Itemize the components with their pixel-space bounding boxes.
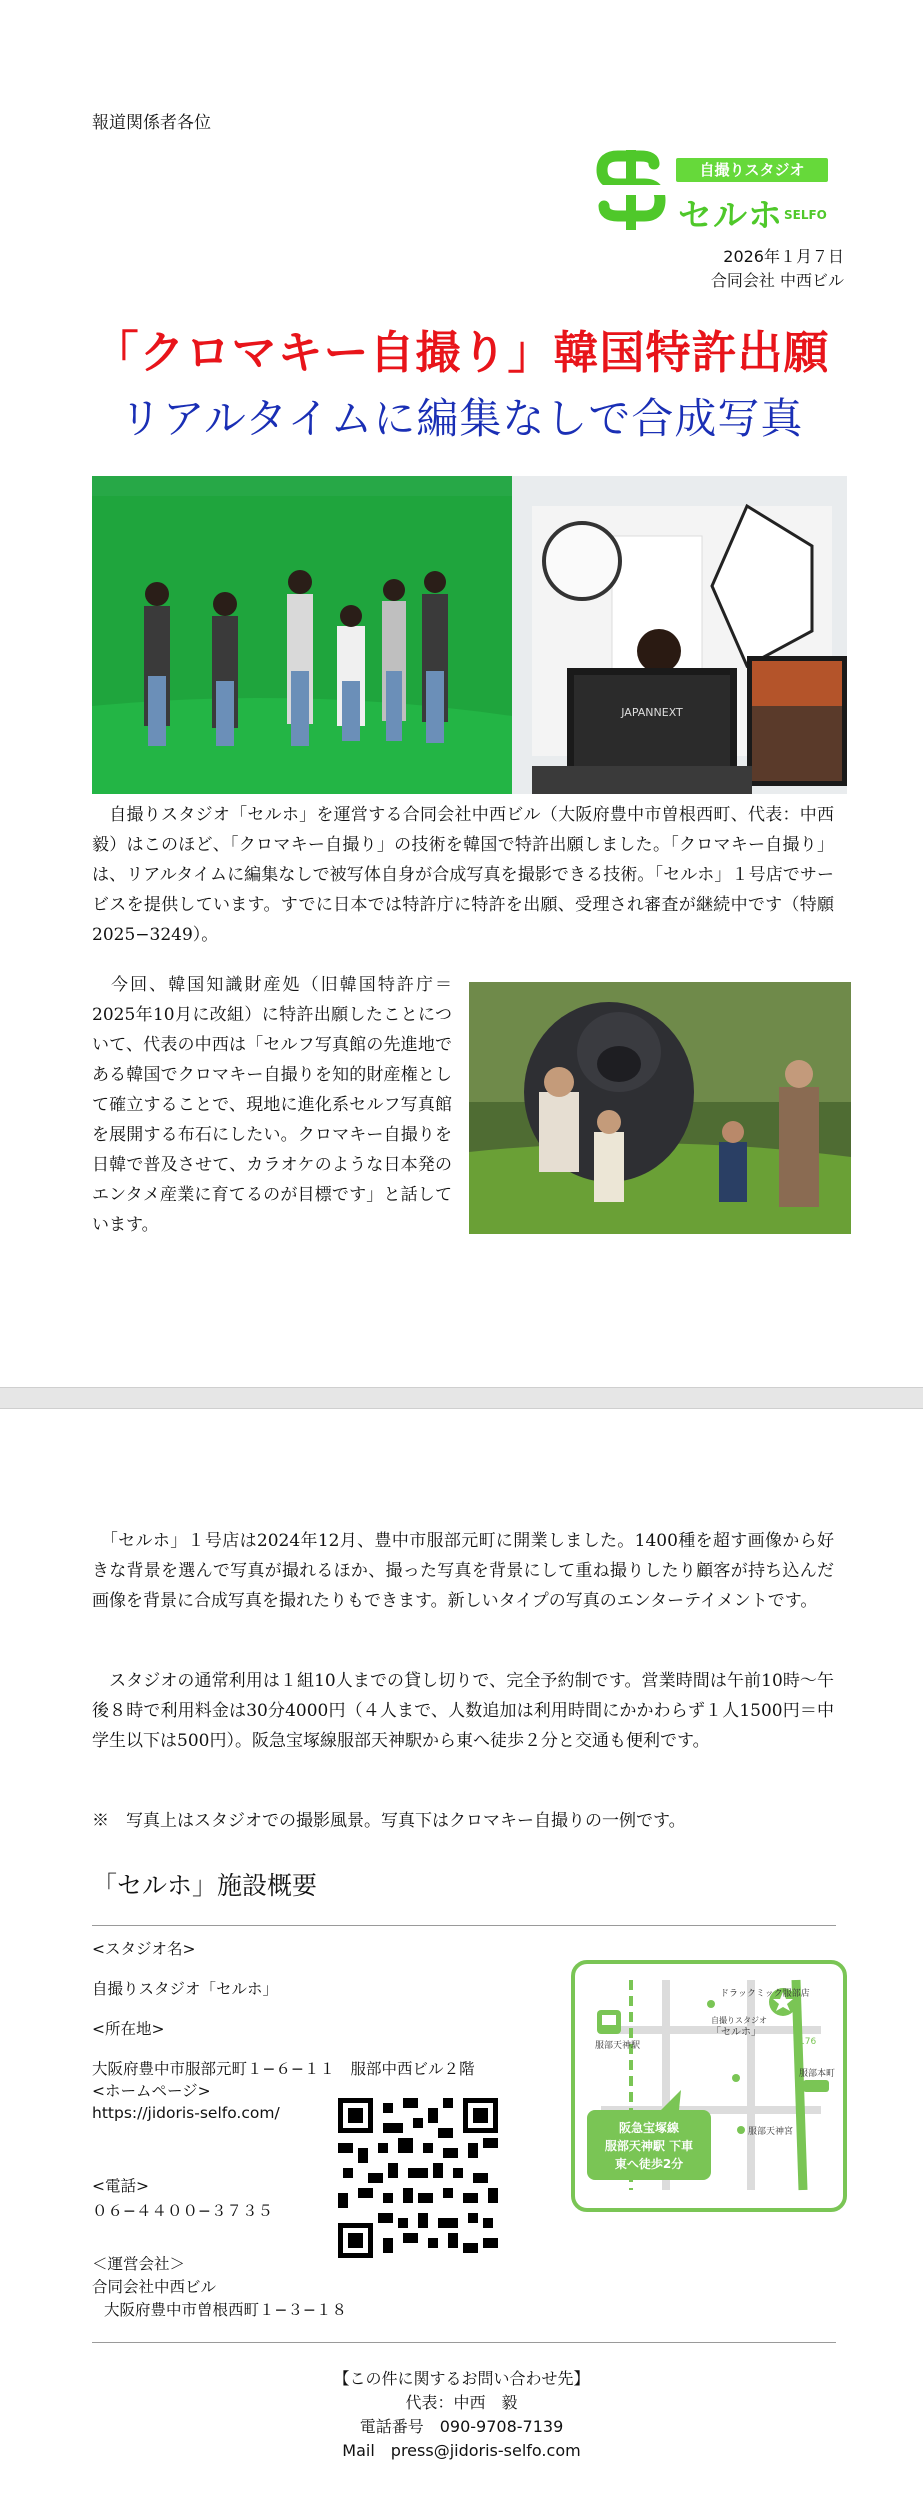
map-callout-line-1: 阪急宝塚線 — [618, 2121, 680, 2135]
qr-code[interactable] — [338, 2098, 498, 2258]
selfo-logo — [596, 150, 836, 240]
body-paragraph-3: 「セルホ」１号店は2024年12月、豊中市服部元町に開業しました。1400種を超す画像から好きな背景を選んで写真が撮れるほか、撮った写真を背景にして重ね撮りしたり顧客が持ち込んだ画像を背景に合成写真を撮れたりもできます。新しいタイプの写真のエンターテイメントです。 — [92, 1531, 834, 1611]
homepage-link[interactable]: https://jidoris-selfo.com/ — [92, 2104, 280, 2122]
subheadline: リアルタイムに編集なしで合成写真 — [119, 394, 804, 443]
contact-representative: 代表：中西 毅 — [405, 2393, 518, 2412]
map-label-drugstore: ドラックミック服部店 — [720, 1989, 810, 1999]
map-label-hattori-moto: 服部本町 — [799, 2069, 836, 2079]
map-callout-line-3: 東へ徒歩2分 — [614, 2157, 684, 2171]
operator-name: 合同会社中西ビル — [92, 2278, 217, 2296]
contact-mail[interactable]: Mail press@jidoris-selfo.com — [342, 2441, 581, 2460]
access-map-illustration — [571, 1960, 847, 2212]
address-label: <所在地> — [92, 2020, 165, 2038]
headline: 「クロマキー自撮り」韓国特許出願 — [93, 326, 830, 379]
map-label-studio-name: 「セルホ」 — [711, 2027, 761, 2038]
body-paragraph-4: スタジオの通常利用は１組10人までの貸し切りで、完全予約制です。営業時間は午前10時〜午後８時で利用料金は30分4000円（４人まで、人数追加は利用時間にかかわらず１人1500円＝中学生以下は500円）。阪急宝塚線服部天神駅から東へ徒歩２分と交通も便利です。 — [92, 1671, 834, 1751]
contact-phone: 電話番号 090-9708-7139 — [359, 2417, 564, 2436]
address: 大阪府豊中市服部元町１−６−１１ 服部中西ビル２階 — [92, 2060, 475, 2078]
phone-label: <電話> — [92, 2177, 149, 2195]
body-paragraph-2: 今回、韓国知識財産処（旧韓国特許庁＝2025年10月に改組）に特許出願したことについて、代表の中西は「セルフ写真館の先進地である韓国でクロマキー自撮りを知的財産権として確立することで、現地に進化系セルフ写真館を展開する布石にしたい。クロマキー自撮りを日韓で普及させて、カラオケのような日本発のエンタメ産業に育てるのが目標です」と話しています。 — [92, 975, 452, 1235]
studio-photo — [92, 476, 847, 794]
selfo-s-logo-icon — [596, 150, 666, 230]
company-name: 合同会社 中西ビル — [710, 271, 844, 290]
homepage-label: <ホームページ> — [92, 2082, 211, 2100]
contact-block — [0, 2367, 923, 2463]
page-break — [0, 1387, 923, 1409]
logo-name: セルホ — [678, 196, 783, 236]
operator-label: ＜運営会社＞ — [92, 2255, 186, 2273]
map-label-shrine: 服部天神宮 — [748, 2127, 794, 2137]
studio-name: 自撮りスタジオ「セルホ」 — [92, 1980, 279, 1998]
map-label-station: 服部天神駅 — [595, 2041, 641, 2051]
body-paragraph-1: 自撮りスタジオ「セルホ」を運営する合同会社中西ビル（大阪府豊中市曽根西町、代表：中西毅）はこのほど、「クロマキー自撮り」の技術を韓国で特許出願しました。「クロマキー自撮り」は、リアルタイムに編集なしで被写体自身が合成写真を撮影できる技術。「セルホ」１号店でサービスを提供しています。すでに日本では特許庁に特許を出願、受理され審査が継続中です（特願2025−3249）。 — [92, 805, 834, 945]
monitor-brand: JAPANNEXT — [621, 706, 683, 719]
map-label-route: 176 — [799, 2037, 817, 2047]
studio-photo-illustration — [92, 476, 847, 794]
phone-number: ０６−４４００−３７３５ — [92, 2202, 273, 2220]
photo-note: ※ 写真上はスタジオでの撮影風景。写真下はクロマキー自撮りの一例です。 — [92, 1811, 686, 1831]
logo-sub: SELFO — [784, 208, 827, 222]
addressee: 報道関係者各位 — [92, 113, 211, 133]
map-callout-line-2: 服部天神駅 下車 — [604, 2139, 694, 2153]
access-map — [571, 1960, 847, 2212]
facility-title: 「セルホ」施設概要 — [92, 1871, 318, 1900]
divider-bottom — [92, 2342, 836, 2343]
chromakey-example-illustration — [469, 982, 851, 1234]
logo-tagline: 自撮りスタジオ — [676, 158, 828, 182]
map-label-studio-small: 自撮りスタジオ — [711, 2016, 767, 2025]
operator-address: 大阪府豊中市曽根西町１−３−１８ — [104, 2301, 347, 2319]
divider-top — [92, 1925, 836, 1926]
studio-label: <スタジオ名> — [92, 1940, 196, 1958]
contact-heading: 【この件に関するお問い合わせ先】 — [333, 2369, 590, 2388]
chromakey-example-photo — [469, 982, 851, 1234]
release-date: 2026年１月７日 — [723, 247, 844, 266]
qr-code-icon — [338, 2098, 498, 2258]
